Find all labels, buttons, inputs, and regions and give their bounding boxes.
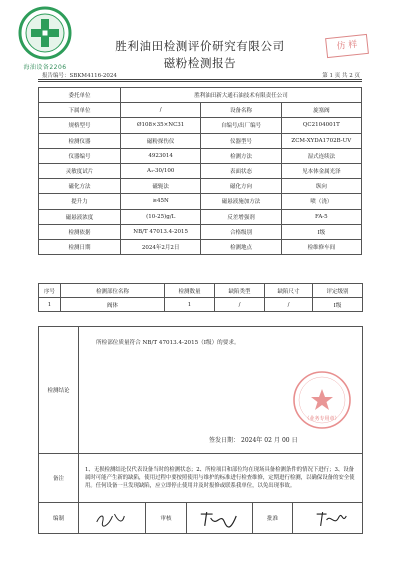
spec-value: 磁轭法 xyxy=(121,179,201,194)
spec-value: Ⅰ级 xyxy=(281,224,361,239)
column-header: 评定级别 xyxy=(313,284,363,298)
spec-value: QC2104001T xyxy=(281,118,361,133)
spec-value: 喷（浇） xyxy=(281,194,361,209)
spec-value: / xyxy=(121,103,201,118)
spec-value: A₁-30/100 xyxy=(121,163,201,178)
spec-label: 提升力 xyxy=(39,194,121,209)
column-header: 缺陷尺寸 xyxy=(265,284,313,298)
sign-day: 00 xyxy=(281,437,290,444)
spec-value: 见本体金属光泽 xyxy=(281,163,361,178)
report-title: 磁粉检测报告 xyxy=(163,56,237,70)
sign-year: 2024年 xyxy=(241,437,263,444)
signature-image xyxy=(293,504,362,532)
prepared-label: 编制 xyxy=(39,503,79,534)
page-info: 第 1 页 共 2 页 xyxy=(322,73,360,79)
company-title: 胜利油田检测评价研究有限公司 xyxy=(115,39,285,53)
spec-value: 湿式连续法 xyxy=(281,148,361,163)
sample-stamp: 仿 样 xyxy=(325,34,369,58)
spec-label: 设备名称 xyxy=(201,103,281,118)
spec-label: 磁化方法 xyxy=(39,179,121,194)
header-divider-thin xyxy=(38,81,362,82)
table-row xyxy=(39,298,363,312)
spec-label: 下属单位 xyxy=(39,103,121,118)
notes-label: 备注 xyxy=(39,454,79,503)
sign-day-unit: 日 xyxy=(291,437,298,444)
table-cell: 1 xyxy=(39,298,61,312)
report-number-value: SBKM4116-2024 xyxy=(69,73,117,79)
spec-value: 纵向 xyxy=(281,179,361,194)
table-cell: / xyxy=(265,298,313,312)
logo-caption: 海油设备2206 xyxy=(23,64,67,71)
report-number xyxy=(42,71,117,79)
table-cell: 阀体 xyxy=(61,298,165,312)
spec-label: 磁悬液浓度 xyxy=(39,209,121,224)
spec-label: 磁化方向 xyxy=(201,179,281,194)
spec-value: ≥45N xyxy=(121,194,201,209)
table-row xyxy=(39,88,362,103)
conclusion-text: 所检部位质量符合 NB/T 47013.4-2015（Ⅰ级）的要求。 xyxy=(96,340,240,346)
column-header: 序号 xyxy=(39,284,61,298)
spec-value: NB/T 47013.4-2015 xyxy=(121,224,201,239)
conclusion-body xyxy=(79,327,363,454)
approved-signature xyxy=(293,503,363,534)
business-seal xyxy=(291,369,353,431)
notes-row xyxy=(39,454,363,503)
spec-label: 检测地点 xyxy=(201,239,281,254)
spec-value: (10-25)g/L xyxy=(121,209,201,224)
approved-label: 批准 xyxy=(253,503,293,534)
column-header: 缺陷类型 xyxy=(215,284,265,298)
spec-value: 2024年2月2日 xyxy=(121,239,201,254)
spec-label: 检测仪器 xyxy=(39,133,121,148)
table-header-row xyxy=(39,284,363,298)
spec-value: Ø108×35×NC31 xyxy=(121,118,201,133)
spec-label: 检测方法 xyxy=(201,148,281,163)
sign-date-label: 签发日期： xyxy=(209,437,240,444)
table-row xyxy=(39,163,362,178)
spec-label: 表面状态 xyxy=(201,163,281,178)
table-row xyxy=(39,118,362,133)
spec-label: 磁悬液施加方法 xyxy=(201,194,281,209)
conclusion-table xyxy=(38,326,363,534)
spec-label: 仪器型号 xyxy=(201,133,281,148)
conclusion-row xyxy=(39,327,363,454)
spec-label: 自编号/出厂编号 xyxy=(201,118,281,133)
signature-image xyxy=(187,504,252,532)
table-row xyxy=(39,103,362,118)
table-row xyxy=(39,224,362,239)
table-row xyxy=(39,133,362,148)
table-row xyxy=(39,209,362,224)
table-row xyxy=(39,148,362,163)
notes-text: 1、无损检测结论仅代表设备当时的检测状态；2、所检项目和部位均在现场具备检测条件的情况下进行；3、设备属时可能产生新的缺陷，使用过程中要按照使用与维护的标准进行检查维修，定期进行检测，以确保设备的安全使用。任何设备一旦发现缺陷，应立即停止使用并及时报修或联系我单位，以免出现事故。 xyxy=(79,454,363,503)
spec-value: FA-5 xyxy=(281,209,361,224)
signature-row xyxy=(39,503,363,534)
table-row xyxy=(39,179,362,194)
column-header: 检测数量 xyxy=(165,284,215,298)
spec-label: 灵敏度试片 xyxy=(39,163,121,178)
spec-value: ZCM-XYDA1702B-UV xyxy=(281,133,361,148)
spec-label: 反差增强剂 xyxy=(201,209,281,224)
client-label: 委托单位 xyxy=(39,88,121,103)
sign-date xyxy=(209,435,300,444)
sign-month: 02 xyxy=(264,437,272,444)
sign-month-unit: 月 xyxy=(273,437,280,444)
spec-label: 规格型号 xyxy=(39,118,121,133)
prepared-signature xyxy=(79,503,146,534)
items-table xyxy=(38,283,363,312)
signature-image xyxy=(79,504,145,532)
reviewed-signature xyxy=(187,503,253,534)
spec-label: 合格级别 xyxy=(201,224,281,239)
table-cell: 1 xyxy=(165,298,215,312)
table-row xyxy=(39,239,362,254)
header-divider xyxy=(38,79,362,80)
spec-label: 检测日期 xyxy=(39,239,121,254)
spec-value: 4923014 xyxy=(121,148,201,163)
report-number-label: 报告编号： xyxy=(42,73,70,79)
reviewed-label: 审核 xyxy=(146,503,187,534)
spec-value: 磁粉探伤仪 xyxy=(121,133,201,148)
table-cell: Ⅰ级 xyxy=(313,298,363,312)
conclusion-label: 检测结论 xyxy=(39,327,79,454)
spec-label: 仪器编号 xyxy=(39,148,121,163)
seal-text: （业务专用章） xyxy=(304,416,340,422)
spec-label: 检测依据 xyxy=(39,224,121,239)
client-value: 胜利油田新大通石油技术有限责任公司 xyxy=(121,88,362,103)
table-row xyxy=(39,194,362,209)
table-cell: / xyxy=(215,298,265,312)
spec-value: 旋塞阀 xyxy=(281,103,361,118)
spec-value: 检维修车间 xyxy=(281,239,361,254)
spec-table xyxy=(38,87,362,255)
column-header: 检测部位名称 xyxy=(61,284,165,298)
